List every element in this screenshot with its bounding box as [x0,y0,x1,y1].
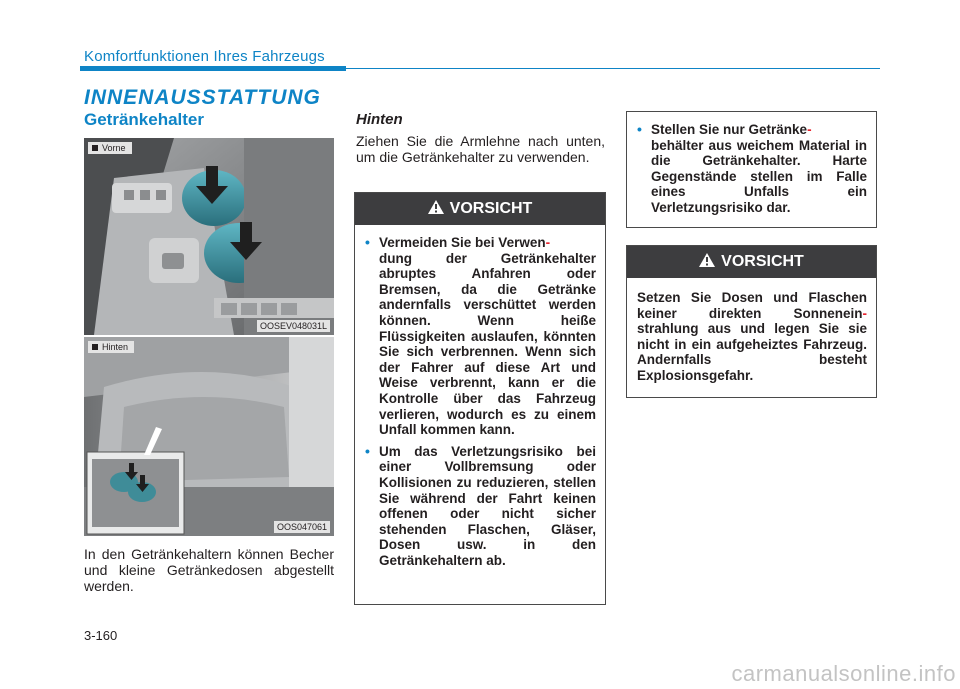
figure-label-rear: Hinten [88,341,134,353]
caution-bullet: • Um das Verletzungsrisiko bei einer Vollbremsung oder Kollisionen zu reduzieren, stellen Sie während der Fahrt keinen offenen oder nicht sicher stehenden Flaschen, Gläser, Dosen usw. in den Getränkehaltern ab. [365,442,596,568]
section-title: INNENAUSSTATTUNG [84,86,321,109]
caution-body-1 [365,235,596,574]
rear-cupholder-photo [84,337,334,536]
page-number: 3-160 [84,628,118,643]
caution-box-2 [626,245,877,398]
front-console-illustration [84,138,334,335]
figure-label-front: Vorne [88,142,132,154]
note-box [626,111,877,228]
warning-triangle-icon [699,253,715,267]
header-rule-thick [80,66,346,71]
rear-seat-illustration [84,337,334,536]
watermark: carmanualsonline.info [731,661,956,686]
rear-paragraph: Ziehen Sie die Armlehne nach unten, um die Getränkehalter zu verwenden. [356,133,605,165]
caution-box-1 [354,192,606,605]
header-rule-thin [346,68,880,69]
note-bullet: • Stellen Sie nur Getränke- behälter aus weichem Material in die Getränkehalter. Harte Gegenstände stellen im Falle eines Unfalls ein Verletzungsrisiko dar. [637,121,867,215]
figure-code-front: OOSEV048031L [257,320,330,332]
intro-paragraph: In den Getränkehaltern können Becher und kleine Getränkedosen abgestellt werden. [84,546,334,594]
front-cupholder-photo [84,138,334,335]
warning-triangle-icon [428,200,444,214]
caution-bullet: • Vermeiden Sie bei Verwen- dung der Getränkehalter abruptes Anfahren oder Bremsen, da die Getränke andernfalls verschüttet werden können. Wenn heiße Flüssigkeiten auslaufen, könnten Sie sich verbrennen. Wenn sich der Fahrer auf diese Art und Weise verbrennt, kann er die Kontrolle über das Fahrzeug verlieren, wodurch es zu einem Unfall kommen kann. [365,234,596,438]
caution-body-2: Setzen Sie Dosen und Flaschen keiner direkten Sonnenein- strahlung aus und legen Sie sie nicht in ein aufgeheiztes Fahrzeug. Andernfalls besteht Explosionsgefahr. [637,290,867,383]
subsection-title: Getränkehalter [84,110,204,129]
chapter-title: Komfortfunktionen Ihres Fahrzeugs [84,48,325,65]
figure-code-rear: OOS047061 [274,521,330,533]
note-body [637,122,867,222]
rear-heading: Hinten [356,111,403,128]
caution-header-2: VORSICHT [627,246,876,278]
caution-header-1: VORSICHT [355,193,605,225]
